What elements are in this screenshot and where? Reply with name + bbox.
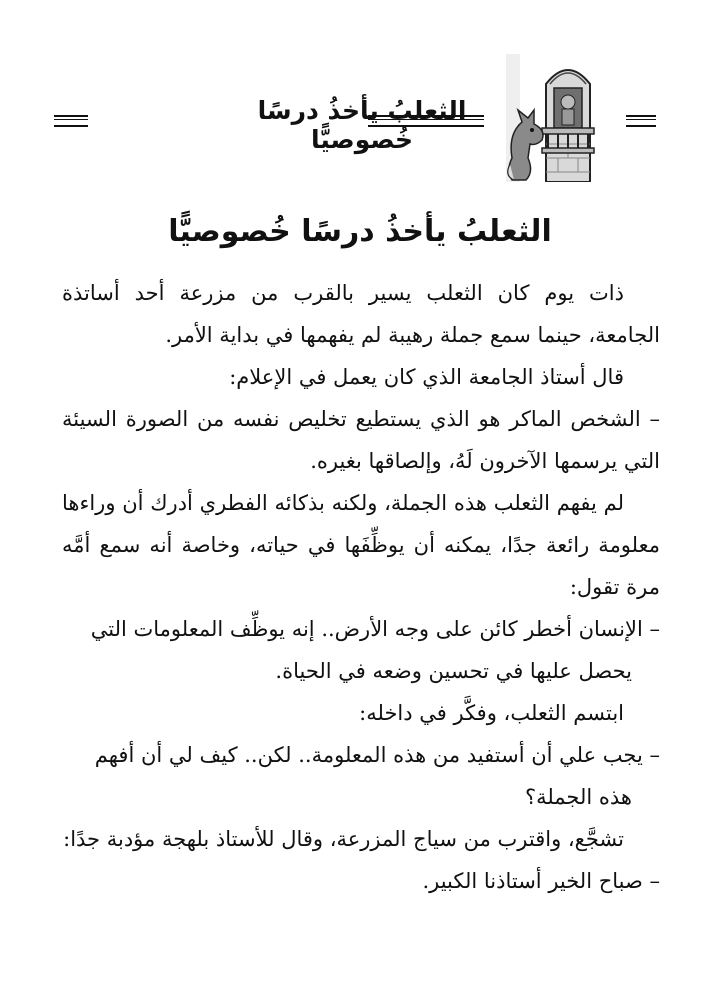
- header-rule-right: [626, 115, 656, 127]
- paragraph: تشجَّع، واقترب من سياج المزرعة، وقال للأستاذ بلهجة مؤدبة جدًا:: [63, 827, 624, 851]
- dialogue-line: – الإنسان أخطر كائن على وجه الأرض.. إنه يوظِّف المعلومات التي: [90, 617, 660, 641]
- dialogue-line: – الشخص الماكر هو الذي يستطيع تخليص نفسه من الصورة السيئة التي يرسمها الآخرون لَهُ، وإلصاقها بغيره.: [62, 407, 660, 473]
- running-header: [44, 52, 658, 184]
- paragraph: ابتسم الثعلب، وفكَّر في داخله:: [359, 701, 624, 725]
- header-rule-middle: [368, 115, 484, 127]
- paragraph: ذات يوم كان الثعلب يسير بالقرب من مزرعة أحد أساتذة الجامعة، حينما سمع جملة رهيبة لم يفهمها في بداية الأمر.: [62, 281, 660, 347]
- dialogue-line-continued: يحصل عليها في تحسين وضعه في الحياة.: [275, 659, 632, 683]
- dialogue-line: – صباح الخير أستاذنا الكبير.: [422, 869, 660, 893]
- chapter-body: [62, 272, 660, 902]
- dialogue-line-continued: هذه الجملة؟: [524, 785, 632, 809]
- header-rule-left: [54, 115, 88, 127]
- chapter-title: الثعلبُ يأخذُ درسًا خُصوصيًّا: [168, 214, 552, 249]
- paragraph: قال أستاذ الجامعة الذي كان يعمل في الإعلام:: [229, 365, 624, 389]
- dialogue-line: – يجب علي أن أستفيد من هذه المعلومة.. لكن.. كيف لي أن أفهم: [94, 743, 660, 767]
- fox-at-balcony-illustration: [506, 54, 626, 182]
- running-title: الثعلبُ يأخذُ درسًا خُصوصيًّا: [257, 96, 467, 154]
- paragraph: لم يفهم الثعلب هذه الجملة، ولكنه بذكائه الفطري أدرك أن وراءها معلومة رائعة جدًا، يمكنه أن يوظِّفَها في حياته، وخاصة أنه سمع أمَّه مرة تقول:: [62, 491, 660, 599]
